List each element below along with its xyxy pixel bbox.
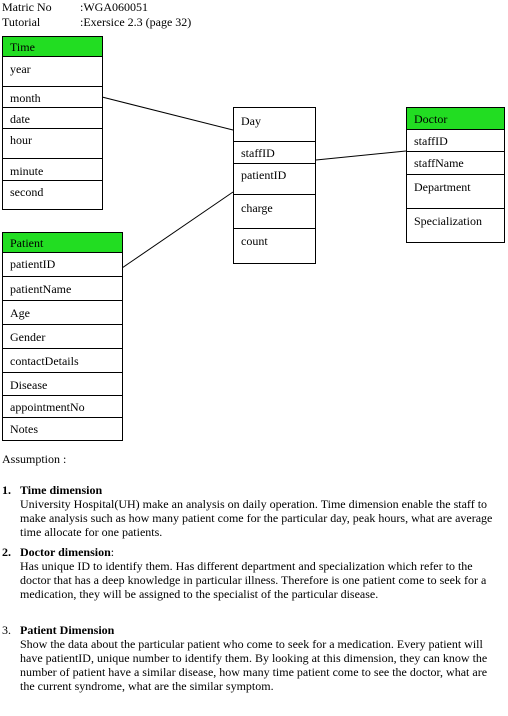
patient-field-patientid: patientID [3,253,122,277]
doctor-day-connector [316,151,406,160]
day-field-charge: charge [234,195,315,229]
item-text: University Hospital(UH) make an analysis on daily operation. Time dimension enable the staff to make analysis such as how many patient come for the particular day, peak hours, what are average time allocate for one patients. [20,497,493,539]
item-text: Show the data about the particular patient who come to seek for a medication. Every patient will have patientID, unique number to identify them. By looking at this dimension, they can know the number of patient have a similar disease, how many time patient come to see the doctor, what are the current syndrome, what are the similar symptom. [20,637,488,693]
time-table-title: Time [3,37,102,57]
time-field-month: month [3,87,102,108]
item-number: 2. [2,545,11,559]
item-title: Patient Dimension [20,623,115,637]
doctor-field-department: Department [407,175,504,209]
time-field-second: second [10,185,44,199]
item-number: 1. [2,483,11,497]
patient-field-patientname: patientName [3,277,122,301]
patient-table [2,232,123,441]
patient-day-connector [122,192,233,268]
patient-field-age: Age [3,301,122,325]
patient-field-contactdetails: contactDetails [3,349,122,373]
assumption-item-2 [0,545,506,621]
day-field-count: count [241,234,268,248]
patient-field-disease: Disease [3,373,122,396]
tutorial-label: Tutorial [2,15,41,29]
day-table [233,107,316,264]
assumption-heading: Assumption : [2,452,67,466]
matric-label: Matric No [2,0,52,14]
doctor-field-staffid: staffID [407,130,504,152]
doctor-field-specialization: Specialization [414,214,482,228]
item-title-suffix: : [110,545,115,559]
doctor-table-title: Doctor [407,108,504,130]
item-text: Has unique ID to identify them. Has different department and specialization which refer to the doctor that has a deep knowledge in particular illness. Therefore is one patient come to seek for a medication, they will be assigned to the specialist of the particular disease. [20,559,487,601]
patient-field-gender: Gender [3,325,122,349]
time-field-year: year [3,57,102,87]
doctor-table [406,107,505,243]
tutorial-value: :Exersice 2.3 (page 32) [80,15,192,29]
item-number: 3. [2,623,11,637]
patient-table-title: Patient [3,233,122,253]
doctor-field-staffname: staffName [407,152,504,175]
time-field-hour: hour [3,129,102,159]
time-field-date: date [3,108,102,129]
patient-field-notes: Notes [10,422,38,436]
day-table-title: Day [234,108,315,142]
time-field-minute: minute [3,159,102,181]
day-field-patientid: patientID [234,164,315,195]
time-table [2,36,103,210]
patient-field-appointmentno: appointmentNo [3,396,122,418]
day-field-staffid: staffID [234,142,315,164]
assumption-item-1 [0,483,506,543]
time-day-connector [102,97,233,130]
item-title: Doctor dimension [20,545,111,559]
matric-value: :WGA060051 [80,0,148,14]
assumption-item-3 [0,623,506,715]
item-title: Time dimension [20,483,103,497]
